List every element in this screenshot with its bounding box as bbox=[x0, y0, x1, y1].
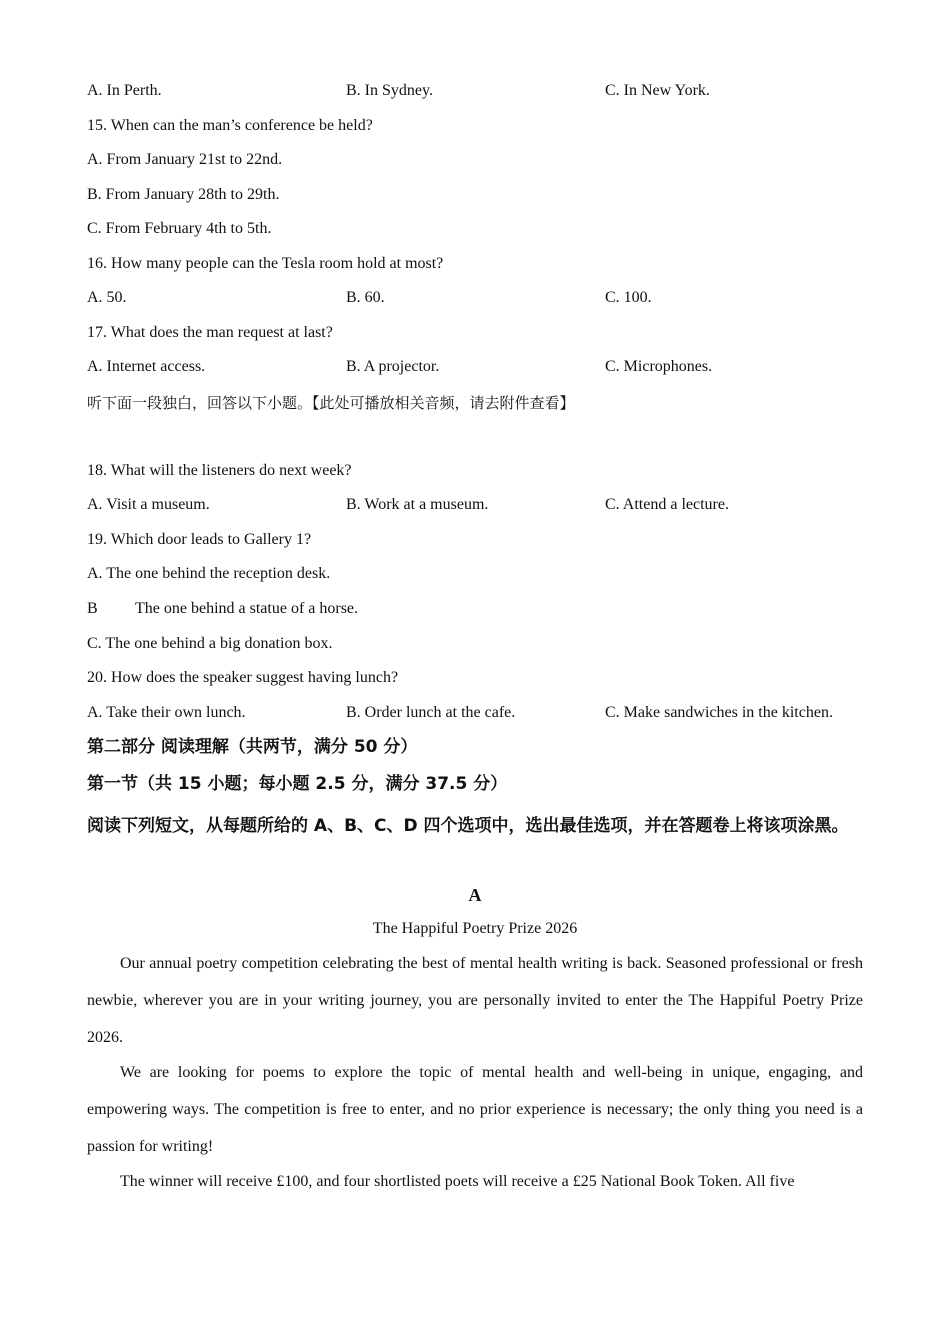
q14-option-b: B. In Sydney. bbox=[346, 82, 433, 99]
monologue-instruction: 听下面一段独白，回答以下小题。【此处可播放相关音频，请去附件查看】 bbox=[87, 394, 575, 412]
q17-option-b: B. A projector. bbox=[346, 358, 440, 375]
passage-letter: A bbox=[468, 885, 482, 905]
q19-option-b: The one behind a statue of a horse. bbox=[135, 600, 359, 617]
q14-option-a: A. In Perth. bbox=[87, 82, 162, 99]
q15-option-a: A. From January 21st to 22nd. bbox=[87, 151, 283, 168]
q14-option-c: C. In New York. bbox=[605, 82, 710, 99]
reading-instruction: 阅读下列短文，从每题所给的 A、B、C、D 四个选项中，选出最佳选项，并在答题卷上将该项涂黑。 bbox=[87, 816, 849, 836]
q17-option-a: A. Internet access. bbox=[87, 358, 206, 375]
q20-option-b: B. Order lunch at the cafe. bbox=[346, 704, 516, 721]
q16-question: 16. How many people can the Tesla room hold at most? bbox=[87, 255, 444, 272]
section-one-title: 第一节（共 15 小题；每小题 2.5 分，满分 37.5 分） bbox=[87, 774, 508, 794]
passage-paragraph-3: The winner will receive £100, and four shortlisted poets will receive a £25 National Book Token. All five bbox=[120, 1173, 795, 1190]
passage-paragraph-2: We are looking for poems to explore the topic of mental health and well-being in unique, engaging, and empowering ways. The competition is free to enter, and no prior experience is necessary; the only thing you need is a passion for writing! bbox=[87, 1064, 863, 1155]
q18-question: 18. What will the listeners do next week? bbox=[87, 462, 352, 479]
q15-option-c: C. From February 4th to 5th. bbox=[87, 220, 272, 237]
q20-question: 20. How does the speaker suggest having lunch? bbox=[87, 669, 399, 686]
q18-option-c: C. Attend a lecture. bbox=[605, 496, 729, 513]
passage-title: The Happiful Poetry Prize 2026 bbox=[372, 920, 578, 937]
q19-option-c: C. The one behind a big donation box. bbox=[87, 635, 333, 652]
q20-option-c: C. Make sandwiches in the kitchen. bbox=[605, 704, 833, 721]
q17-question: 17. What does the man request at last? bbox=[87, 324, 333, 341]
q20-option-a: A. Take their own lunch. bbox=[87, 704, 246, 721]
q16-option-b: B. 60. bbox=[346, 289, 385, 306]
q18-option-a: A. Visit a museum. bbox=[87, 496, 210, 513]
part-two-title: 第二部分 阅读理解（共两节，满分 50 分） bbox=[87, 737, 418, 757]
q18-option-b: B. Work at a museum. bbox=[346, 496, 489, 513]
q19-option-b-letter: B bbox=[87, 600, 98, 617]
q19-question: 19. Which door leads to Gallery 1? bbox=[87, 531, 312, 548]
q15-question: 15. When can the man’s conference be held? bbox=[87, 117, 373, 134]
q16-option-a: A. 50. bbox=[87, 289, 127, 306]
q17-option-c: C. Microphones. bbox=[605, 358, 713, 375]
q15-option-b: B. From January 28th to 29th. bbox=[87, 186, 280, 203]
passage-paragraph-1: Our annual poetry competition celebrating the best of mental health writing is back. Seasoned professional or fresh newbie, wherever you are in your writing journey, you are personally invited to enter the The Happiful Poetry Prize 2026. bbox=[87, 955, 863, 1046]
q16-option-c: C. 100. bbox=[605, 289, 652, 306]
q19-option-a: A. The one behind the reception desk. bbox=[87, 565, 331, 582]
